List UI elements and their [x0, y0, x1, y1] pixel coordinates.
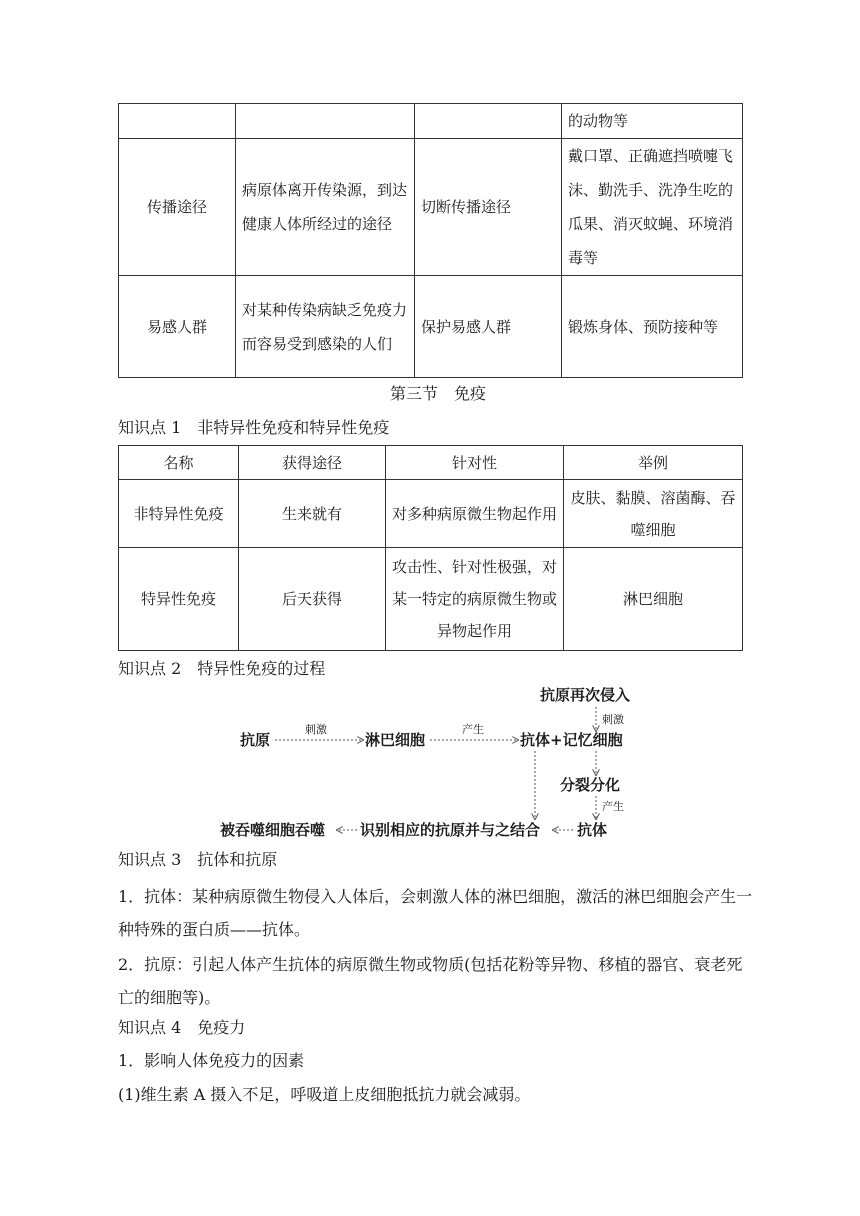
- node-divide: 分裂分化: [560, 776, 621, 794]
- label-produce-1: 产生: [462, 723, 484, 736]
- label-stimulate-2: 刺激: [602, 713, 624, 726]
- node-antigen: 抗原: [240, 731, 271, 749]
- node-phagocyte: 被吞噬细胞吞噬: [220, 821, 326, 839]
- label-produce-2: 产生: [602, 800, 624, 813]
- node-lymphocyte: 淋巴细胞: [365, 731, 426, 749]
- node-antibody-memory: 抗体+记忆细胞: [520, 731, 623, 749]
- node-antibody: 抗体: [577, 821, 608, 839]
- label-stimulate-1: 刺激: [305, 723, 327, 736]
- table-cell: 非特异性免疫: [119, 480, 239, 548]
- table-cell: [236, 104, 415, 139]
- table-cell: 攻击性、针对性极强，对某一特定的病原微生物或异物起作用: [386, 548, 564, 651]
- table-cell: 病原体离开传染源，到达健康人体所经过的途径: [236, 139, 415, 276]
- section-title: 第三节 免疫: [389, 384, 486, 403]
- table-cell: 的动物等: [562, 104, 743, 139]
- table-cell: [119, 104, 236, 139]
- knowledge-point-2: 知识点 2 特异性免疫的过程: [118, 659, 326, 678]
- table-cell: 戴口罩、正确遮挡喷嚏飞沫、勤洗手、洗净生吃的瓜果、消灭蚊蝇、环境消毒等: [562, 139, 743, 276]
- paragraph-antibody: 1．抗体：某种病原微生物侵入人体后，会刺激人体的淋巴细胞，激活的淋巴细胞会产生一种特殊的蛋白质——抗体。: [118, 887, 753, 939]
- table-cell: 皮肤、黏膜、溶菌酶、吞噬细胞: [564, 480, 743, 548]
- knowledge-point-1: 知识点 1 非特异性免疫和特异性免疫: [118, 418, 390, 437]
- paragraph-vitamin-a: (1)维生素 A 摄入不足，呼吸道上皮细胞抵抗力就会减弱。: [118, 1085, 531, 1104]
- paragraph-antigen: 2．抗原：引起人体产生抗体的病原微生物或物质(包括花粉等异物、移植的器官、衰老死亡的细胞等)。: [118, 955, 743, 1007]
- table-cell: 切断传播途径: [415, 139, 562, 276]
- immune-process-diagram: [215, 683, 645, 843]
- table-cell: 锻炼身体、预防接种等: [562, 276, 743, 378]
- table-cell: 对某种传染病缺乏免疫力而容易受到感染的人们: [236, 276, 415, 378]
- knowledge-point-3: 知识点 3 抗体和抗原: [118, 850, 278, 869]
- table-cell: 对多种病原微生物起作用: [386, 480, 564, 548]
- table-header: 针对性: [386, 446, 564, 480]
- table-cell: 保护易感人群: [415, 276, 562, 378]
- table-header: 名称: [119, 446, 239, 480]
- transmission-table: [118, 103, 743, 378]
- node-combine: 识别相应的抗原并与之结合: [360, 821, 541, 839]
- table-cell: 易感人群: [119, 276, 236, 378]
- table-cell: 淋巴细胞: [564, 548, 743, 651]
- table-cell: 传播途径: [119, 139, 236, 276]
- table-cell: 特异性免疫: [119, 548, 239, 651]
- immunity-table: [118, 445, 743, 651]
- table-header: 获得途径: [239, 446, 386, 480]
- table-cell: 生来就有: [239, 480, 386, 548]
- node-reinvade: 抗原再次侵入: [540, 686, 631, 704]
- table-header: 举例: [564, 446, 743, 480]
- table-cell: [415, 104, 562, 139]
- paragraph-factors: 1．影响人体免疫力的因素: [118, 1051, 305, 1070]
- table-cell: 后天获得: [239, 548, 386, 651]
- knowledge-point-4: 知识点 4 免疫力: [118, 1018, 246, 1037]
